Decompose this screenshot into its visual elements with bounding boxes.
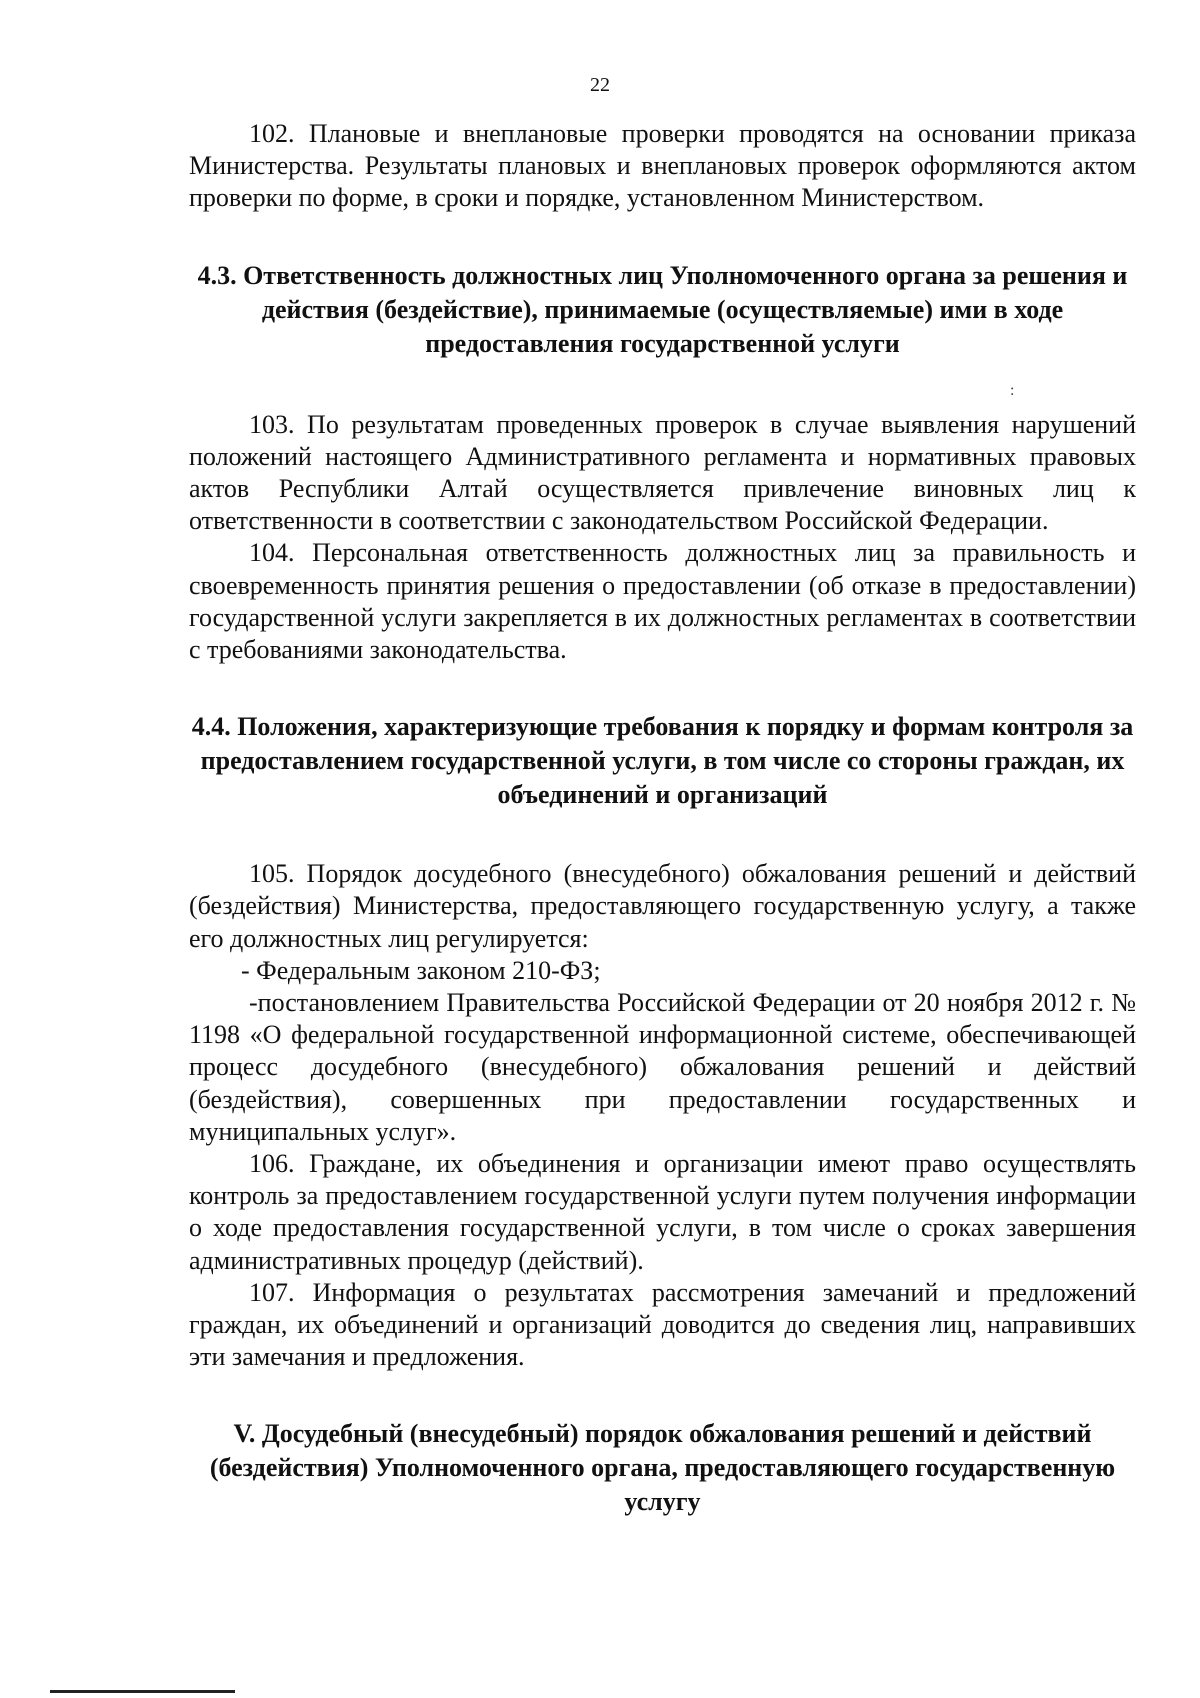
paragraph-105-decree: -постановлением Правительства Российской Федерации от 20 ноября 2012 г. № 1198 «О федеральной государственной информационной системе, обеспечивающей процесс досудебного (внесудебного) обжалования решений и действий (бездействия), совершенных при предоставлении государственных и муниципальных услуг».	[189, 988, 1136, 1146]
paragraph-107: 107. Информация о результатах рассмотрения замечаний и предложений граждан, их объединений и организаций доводится до сведения лиц, направивших эти замечания и предложения.	[189, 1277, 1136, 1372]
paragraph-102: 102. Плановые и внеплановые проверки проводятся на основании приказа Министерства. Результаты плановых и внеплановых проверок оформляются актом проверки по форме, в сроки и порядке, установленном Министерством.	[189, 119, 1136, 213]
scan-speck: :	[1010, 382, 1015, 399]
paragraph-106: 106. Граждане, их объединения и организации имеют право осуществлять контроль за предоставлением государственной услуги путем получения информации о ходе предоставления государственной услуги, в том числе о сроках завершения административных процедур (действий).	[189, 1149, 1136, 1275]
paragraph-105: 105. Порядок досудебного (внесудебного) обжалования решений и действий (бездействия) Министерства, предоставляющего государственную услугу, а также его должностных лиц регулируется:	[189, 859, 1136, 953]
page-number: 22	[590, 74, 610, 96]
chapter-heading-v: V. Досудебный (внесудебный) порядок обжалования решений и действий (бездействия) Уполномоченного органа, предоставляющего государственную услугу	[209, 1419, 1116, 1517]
section-heading-4-4: 4.4. Положения, характеризующие требования к порядку и формам контроля за предоставлением государственной услуги, в том числе со стороны граждан, их объединений и организаций	[191, 712, 1134, 810]
footer-rule	[50, 1690, 235, 1693]
paragraph-103: 103. По результатам проведенных проверок в случае выявления нарушений положений настоящего Административного регламента и нормативных правовых актов Республики Алтай осуществляется привлечение виновных лиц к ответственности в соответствии с законодательством Российской Федерации.	[189, 409, 1136, 536]
paragraph-105-law: - Федеральным законом 210-ФЗ;	[241, 955, 601, 985]
document-body	[189, 118, 1136, 1519]
section-heading-4-3: 4.3. Ответственность должностных лиц Уполномоченного органа за решения и действия (бездействие), принимаемые (осуществляемые) ими в ходе предоставления государственной услуги	[197, 260, 1128, 358]
paragraph-104: 104. Персональная ответственность должностных лиц за правильность и своевременность принятия решения о предоставлении (об отказе в предоставлении) государственной услуги закрепляется в их должностных регламентах в соответствии с требованиями законодательства.	[189, 538, 1136, 665]
